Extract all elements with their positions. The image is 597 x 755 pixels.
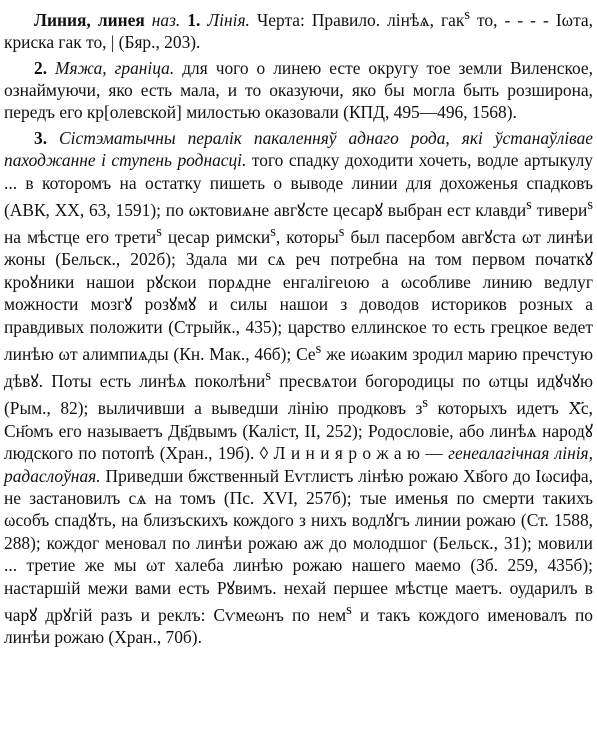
entry-sense-3 bbox=[4, 127, 593, 649]
sense-number-1: 1. bbox=[187, 9, 201, 30]
superscript: s bbox=[338, 224, 345, 241]
sense-text-3e: , которы bbox=[275, 227, 339, 248]
sense-text-3j: Приведши бжственный Еѵглистъ лінѣю рожаю Хв҃ого до Iωсифа, не застановилъ сѧ на томъ (Пс. XVI, 257б); тые именья по смерти такихъ ωсобъ спадꙋть, на близъскихъ кождого з нихъ водлꙋгъ линии рожаю (Ст. 1588, 288); кождог меновал по линѣи рожаю аж до молодшог (Бельск., 31); мовили ... третие же мы ωт халеба линѣю рожаю нашего маемо (Зб. 259, 435б); настаршій межи вами есть Рꙋвимъ. нехай першее мѣстце маетъ. оударилъ в чарꙋ дрꙋгій разъ и реклъ: Сѵмеωнъ по нем bbox=[4, 465, 593, 625]
headword: Линия, линея bbox=[34, 9, 145, 30]
entry-sense-2 bbox=[4, 57, 593, 124]
sense-text-3h: пресвѧтои богородицы по ωтцы идꙋчꙋю (Рым., 82); выличивши а выведши лінію продковъ з bbox=[4, 371, 594, 419]
superscript: s bbox=[156, 224, 162, 241]
sense-gloss-2: Мяжа, граніца. bbox=[55, 57, 175, 78]
sense-text-3b: тивери bbox=[531, 199, 588, 220]
entry-sense-1 bbox=[4, 4, 593, 54]
part-of-speech: наз. bbox=[151, 9, 181, 30]
phrase-headword: Л и н и я р о ж а ю bbox=[273, 443, 420, 464]
superscript: s bbox=[270, 224, 276, 241]
superscript: s bbox=[526, 197, 532, 214]
superscript: s bbox=[346, 601, 352, 618]
sense-text-3f: был пасербом авгꙋста ωт линѣи жоны (Бельск., 202б); Здала ми сѧ реч потребна на том первом початкꙋ кроꙋники нашои рꙋскои порѧдне енгалiгеιою а ωсобливе линию ведлуг можности мозгꙋ розꙋмꙋ и силы нашои з доводов историков розных а правдивых положити (Стрыйк., 435); царство еллинское то есть грецкое ведет линѣю ωт алимпиѧды (Кн. Мак., 46б); Се bbox=[4, 227, 593, 364]
dash: — bbox=[420, 443, 449, 464]
sense-number-3: 3. bbox=[34, 127, 48, 148]
sense-text-3i: которыхъ идетъ Х҃с, Сн҃омъ его называетъ Дв҃двымъ (Каліст, II, 252); Родословіе, або линѣѧ народꙋ людского по потопѣ (Хран., 19б). bbox=[4, 398, 594, 464]
dictionary-entry bbox=[4, 4, 593, 649]
superscript: s bbox=[464, 7, 470, 23]
superscript: s bbox=[587, 197, 593, 214]
superscript: s bbox=[315, 341, 322, 358]
sense-gloss-1: Лінія. bbox=[207, 9, 250, 30]
phrase-gloss: генеалагічная лінія, радаслоўная. bbox=[4, 443, 593, 486]
sense-text-3g: же иωаким зродил марию пречстую дѣвꙋ. Поты есть линѣѧ поколѣни bbox=[4, 343, 594, 392]
sense-text-2: для чого о линею есте округу тое земли Виленское, ознаймуючи, яко есть мала, и то оказуючи, яко бы могла быть розширона, передъ его кр[олевской] милостью оказовали (КПД, 495—496, 1568). bbox=[4, 57, 593, 123]
sense-text-3k: и такъ кождого именовалъ по линѣи рожаю (Хран., 70б). bbox=[4, 604, 594, 648]
superscript: s bbox=[422, 395, 428, 412]
diamond-icon: ◊ bbox=[254, 443, 274, 464]
sense-text-3a: того спадку доходити хочеть, водле артыкулу ... в которомъ на остатку пишеть о выводе линии для дохоженья спадковъ (АВК, XX, 63, 1591); по ωктовиѧне авгꙋсте цесарꙋ выбран ест клавди bbox=[4, 150, 593, 220]
sense-text-3c: на мѣстце его трети bbox=[4, 227, 157, 248]
sense-text-1: Черта: Правило. лінѣѧ, гак bbox=[249, 9, 465, 30]
sense-text-3d: цесар римски bbox=[161, 227, 271, 248]
sense-text-1b: то, - - - - Iωта, криска гак то, | (Бяр., 203). bbox=[4, 9, 593, 53]
superscript: s bbox=[265, 368, 271, 385]
sense-gloss-3: Сістэматычны пералік пакаленняў аднаго рода, які ўстанаўлівае паходжанне і ступень роднасці. bbox=[4, 127, 593, 171]
sense-number-2: 2. bbox=[34, 57, 48, 78]
